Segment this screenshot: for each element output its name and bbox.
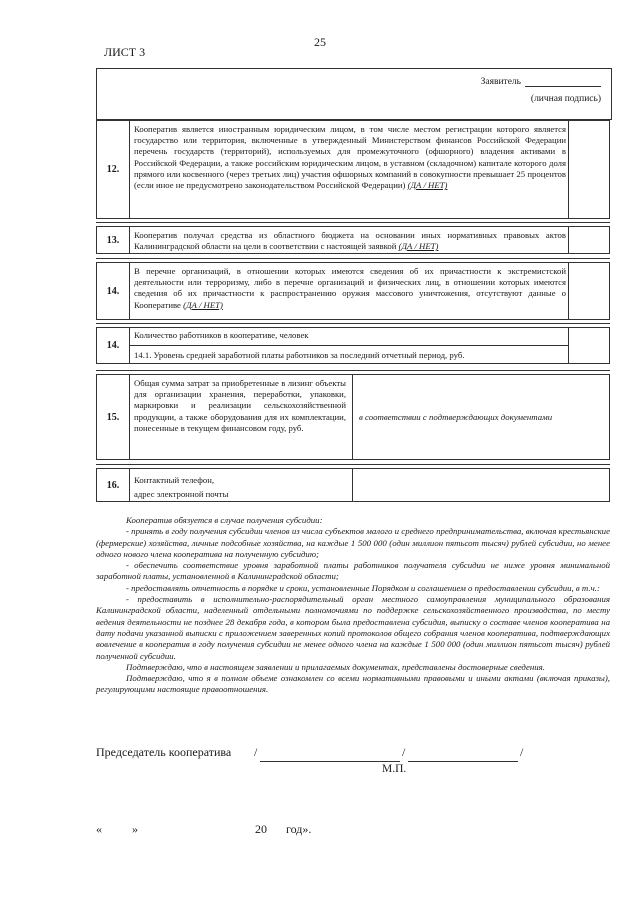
row-text <box>134 121 566 218</box>
divider <box>96 222 610 223</box>
row-number: 14. <box>97 328 130 363</box>
row-15-text: Общая сумма затрат за приобретенные в лизинг объекты для организации хранения, переработки, упаковки, маркировки и реализации сельскохозяйственной продукции, а также оборудования для их комплектации, понесенные в текущем финансовом году, руб. <box>134 378 346 433</box>
year-prefix: 20 <box>255 822 267 836</box>
slash-3: / <box>520 745 524 759</box>
answer-cell[interactable] <box>568 328 609 363</box>
row-text <box>134 263 566 319</box>
contact-labels <box>134 469 346 501</box>
row-15 <box>96 374 610 460</box>
divider <box>96 370 610 371</box>
column-divider <box>352 375 353 459</box>
email-label: адрес электронной почты <box>134 489 229 499</box>
row-number: 12. <box>97 121 130 218</box>
sub-divider <box>129 345 569 346</box>
row-number: 16. <box>97 469 130 501</box>
average-salary-label: 14.1. Уровень средней заработной платы работников за последний отчетный период, руб. <box>134 350 465 360</box>
row-13-suffix: (ДА / НЕТ) <box>398 241 439 252</box>
row-14-b <box>96 327 610 364</box>
applicant-signature-line[interactable] <box>525 77 601 87</box>
applicant-header-box <box>96 68 612 120</box>
obligation-item: - предоставить в исполнительно-распорядительный орган местного самоуправления муниципального образования Калининградской области, наделенный отдельными полномочиями по поддержке сельскохозяйственного производства, по месту ведения деятельности не позднее 28 декабря года, в котором была предоставлена субсидия, выписку о составе членов кооператива на дату подачи указанной выписки с приложением заверенных копий протоколов общего собрания членов кооператива, подтверждающих вовлечение в кооператив в году получения субсидии не менее одного члена на каждые 1 500 000 (один миллион пятьсот тысяч) рублей полученной субсидии. <box>96 594 610 661</box>
answer-cell[interactable] <box>568 121 609 218</box>
chairman-signature-row <box>96 745 616 765</box>
obligation-item: - обеспечить соответствие уровня заработной платы работников получателя субсидии не ниже уровня минимальной заработной платы, установленной в Калининградской области; <box>96 560 610 582</box>
date-quote-close: » <box>132 822 138 836</box>
employees-count-label: Количество работников в кооперативе, человек <box>134 330 309 340</box>
applicant-label: Заявитель <box>480 77 521 87</box>
applicant-field <box>481 77 601 87</box>
signature-caption: (личная подпись) <box>530 94 601 104</box>
slash-1: / <box>254 745 258 759</box>
row-16 <box>96 468 610 502</box>
row-13-text: Кооператив получал средства из областного бюджета на основании иных нормативных правовых актов Калининградской области на цели в соответствии с настоящей заявкой <box>134 230 566 252</box>
date-row <box>96 822 356 840</box>
divider <box>96 323 610 324</box>
obligation-item: - предоставлять отчетность в порядке и сроки, установленные Порядком и соглашением о предоставлении субсидии, в т.ч.: <box>126 582 600 593</box>
row-number: 14. <box>97 263 130 319</box>
row-14-suffix: (ДА / НЕТ) <box>183 299 223 310</box>
date-quote-open: « <box>96 822 102 836</box>
supporting-docs-note: в соответствии с подтверждающих документами <box>359 412 553 422</box>
row-number: 13. <box>97 227 130 253</box>
row-14-text: В перечне организаций, в отношении которых имеются сведения об их причастности к экстремистской деятельности или терроризму, либо в перечне организаций и физических лиц, в отношении которых имеются сведения об их причастности к распространению оружия массового уничтожения, отсутствуют данные о Кооперативе <box>134 266 566 310</box>
row-14-a <box>96 262 610 320</box>
phone-label: Контактный телефон, <box>134 475 215 485</box>
divider <box>96 258 610 259</box>
row-12-suffix: (ДА / НЕТ) <box>407 180 448 191</box>
obligations-intro: Кооператив обязуется в случае получения субсидии: <box>126 515 323 525</box>
confirmation-2: Подтверждаю, что я в полном объеме ознакомлен со всеми нормативными правовыми и иными актами (включая приказы), регулирующими настоящие правоотношения. <box>96 673 610 695</box>
slash-2: / <box>402 745 406 759</box>
answer-cell[interactable] <box>568 227 609 253</box>
signature-line[interactable] <box>260 760 400 762</box>
row-12-text: Кооператив является иностранным юридическим лицом, в том числе местом регистрации которого является государство или территория, включенные в утвержденный Министерством финансов Российской Федерации перечень государств (территорий), используемых для промежуточного (офшорного) владения активами в Российской Федерации, а также российским юридическим лицом, в уставном (складочном) капитале которого доля прямого или косвенного (через третьих лиц) участия офшорных компаний в совокупности превышает 25 процентов (если иное не предусмотрено законодательством Российской Федерации) <box>134 124 566 191</box>
obligations-text <box>96 515 610 696</box>
row-12 <box>96 120 610 219</box>
divider <box>96 464 610 465</box>
name-line[interactable] <box>408 760 518 762</box>
row-13 <box>96 226 610 254</box>
chairman-label: Председатель кооператива <box>96 745 232 759</box>
row-text <box>134 227 566 253</box>
year-suffix: год». <box>286 822 312 836</box>
answer-cell[interactable] <box>568 263 609 319</box>
stamp-place-label: М.П. <box>382 763 407 775</box>
obligation-item: - принять в году получения субсидии членов из числа субъектов малого и среднего предпринимательства, включая крестьянские (фермерские) хозяйства, личные подсобные хозяйства, на каждые 1 500 000 (один миллион пятьсот тысяч) рублей субсидии, но менее одного нового члена кооператива на полученную субсидию; <box>96 526 610 559</box>
sheet-label: ЛИСТ 3 <box>104 45 146 59</box>
page-number: 25 <box>314 35 326 49</box>
confirmation-1: Подтверждаю, что в настоящем заявлении и прилагаемых документах, представлены достоверные сведения. <box>126 661 545 672</box>
column-divider <box>352 469 353 501</box>
row-number: 15. <box>97 375 130 459</box>
